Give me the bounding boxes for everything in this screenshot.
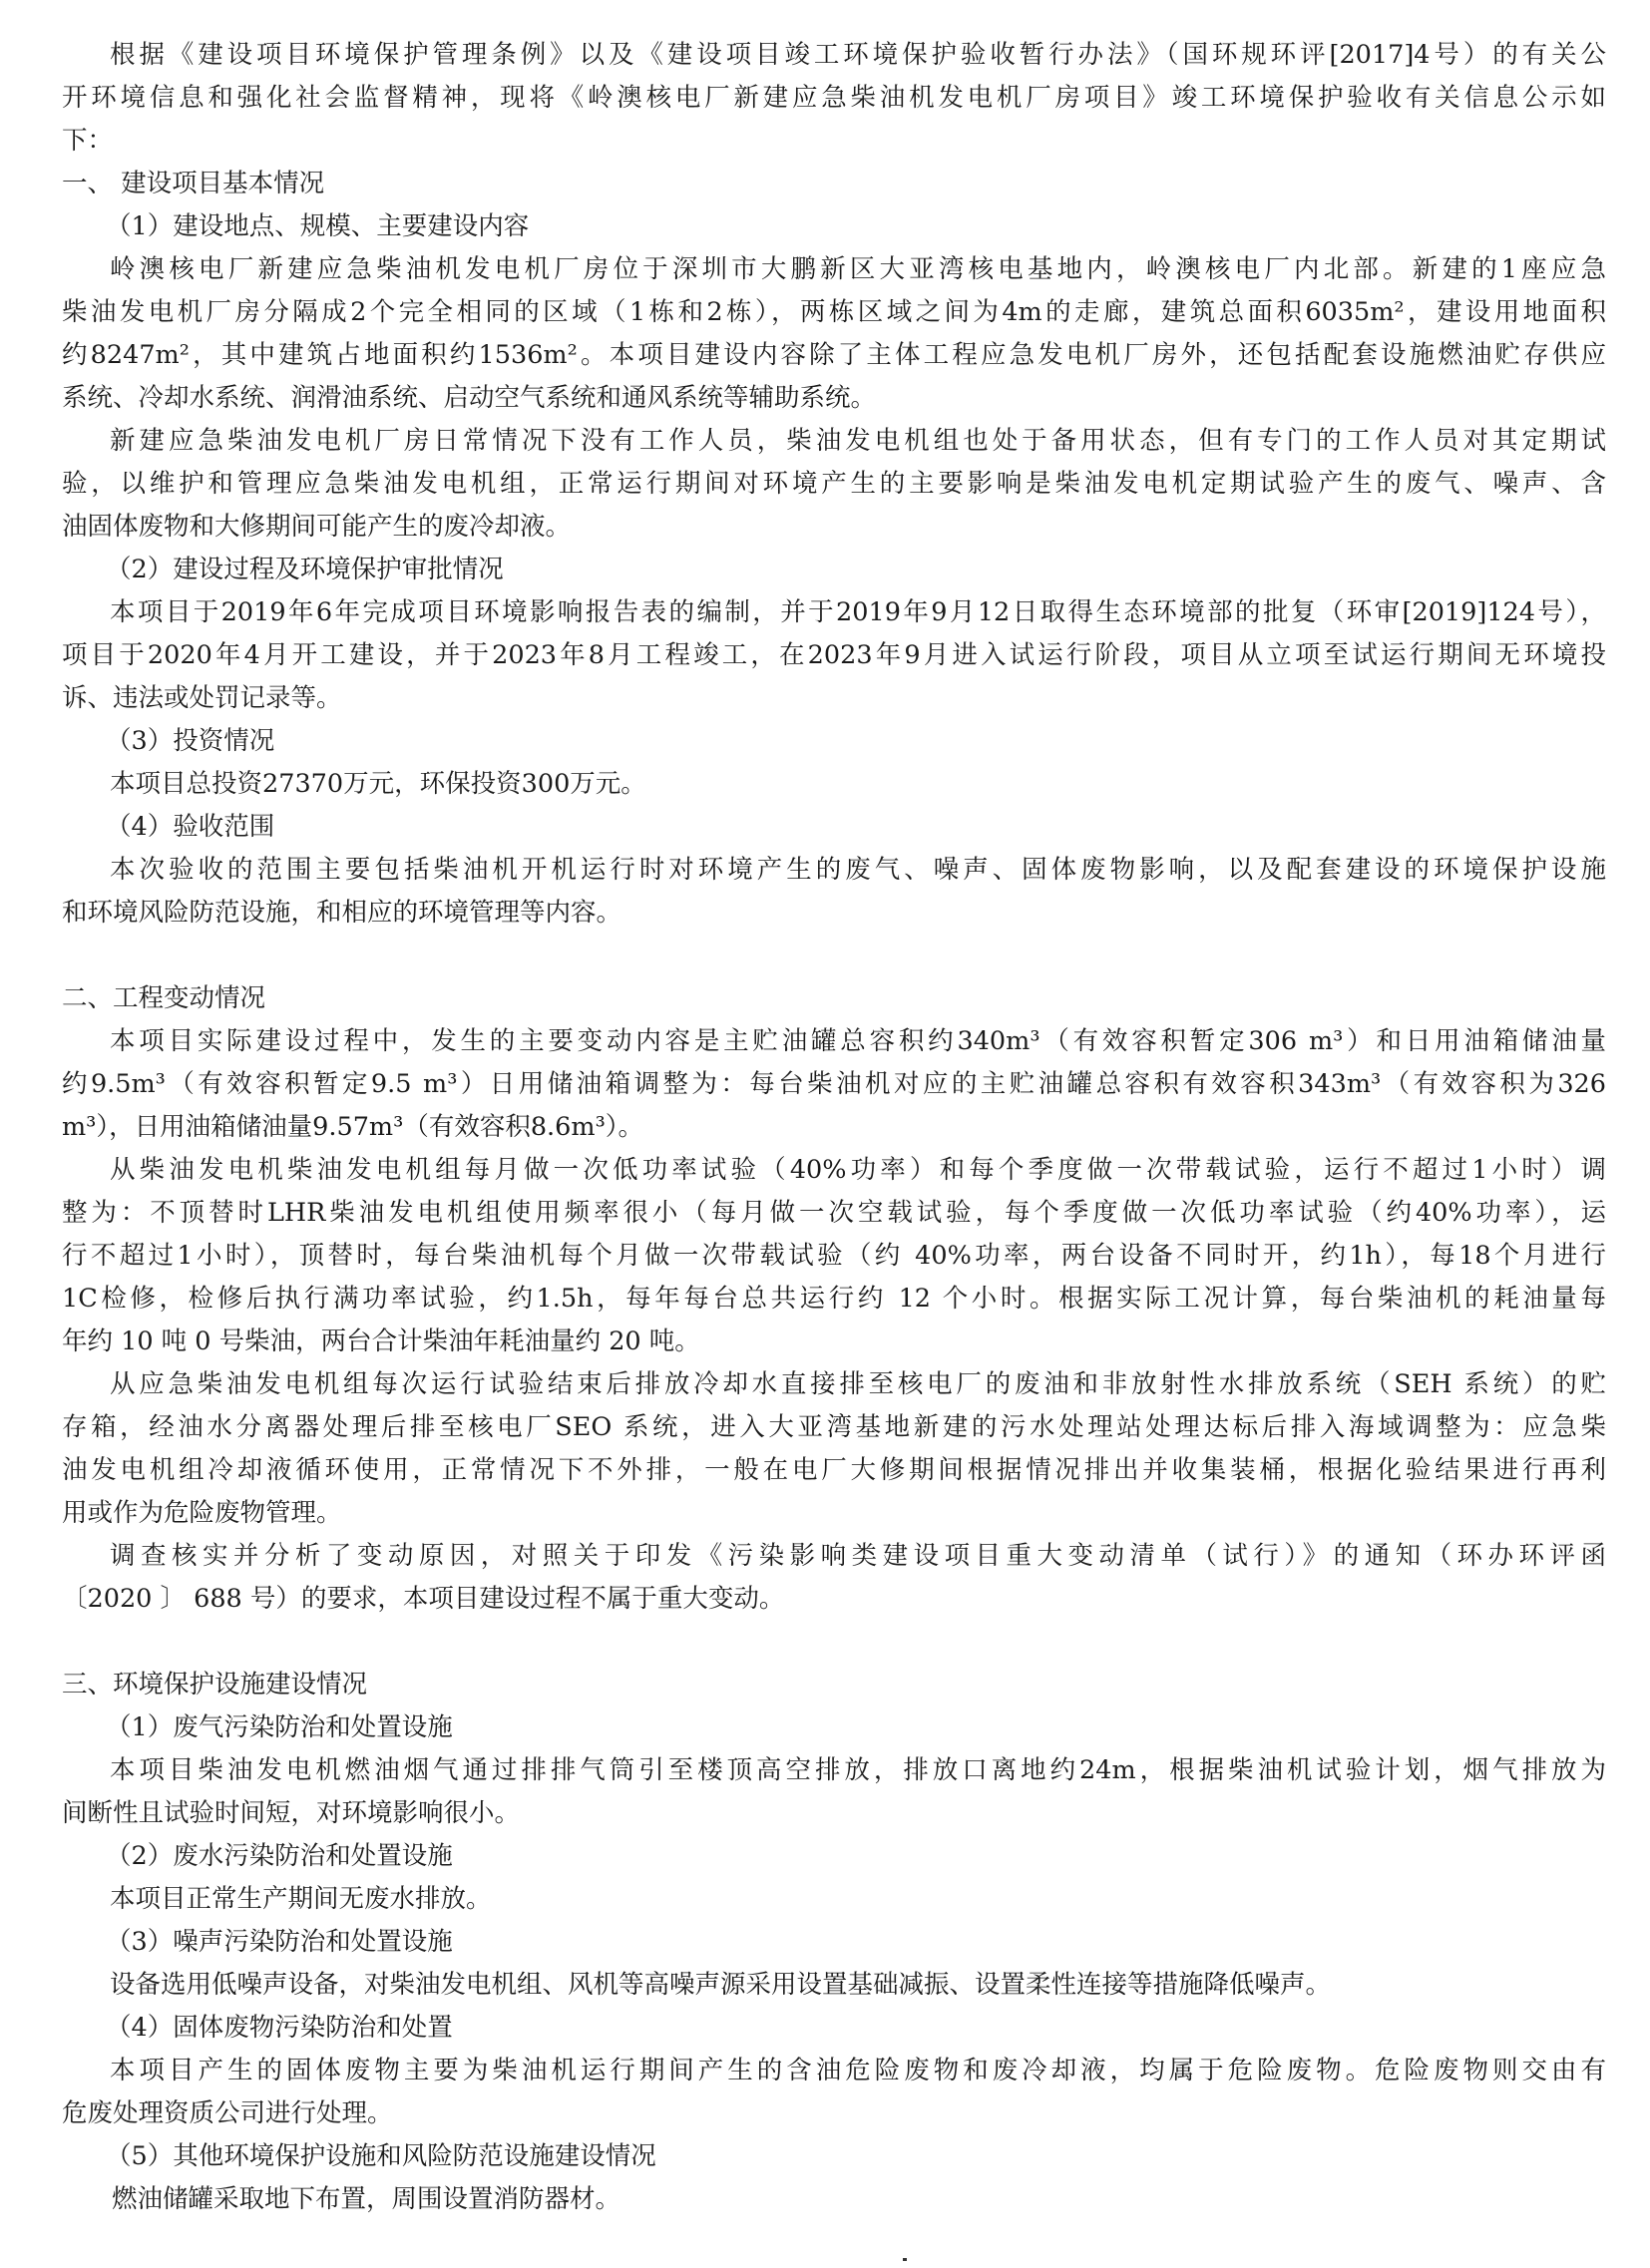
section-2-p2-line-4: 1C检修，检修后执行满功率试验，约1.5h，每年每台总共运行约 12 个小时。根据实际工况计算，每台柴油机的耗油量每 [62, 1284, 1606, 1314]
section-2-p3-line-2: 存箱，经油水分离器处理后排至核电厂SEO 系统，进入大亚湾基地新建的污水处理站处理达标后排入海域调整为：应急柴 [62, 1412, 1606, 1442]
section-2-p3-line-4: 用或作为危险废物管理。 [62, 1498, 342, 1528]
section-3-sub-4-p1-line-1: 本项目产生的固体废物主要为柴油机运行期间产生的含油危险废物和废冷却液，均属于危险废物。危险废物则交由有 [110, 2056, 1606, 2085]
section-1-sub-4-p1-line-1: 本次验收的范围主要包括柴油机开机运行时对环境产生的废气、噪声、固体废物影响，以及配套建设的环境保护设施 [110, 855, 1606, 885]
section-1-sub-1-p1-line-4: 系统、冷却水系统、润滑油系统、启动空气系统和通风系统等辅助系统。 [62, 383, 877, 413]
section-gap [110, 1621, 1606, 1664]
section-2-p4-line-1: 调查核实并分析了变动原因，对照关于印发《污染影响类建设项目重大变动清单（试行）》的通知（环办环评函 [110, 1541, 1606, 1571]
section-1-sub-1-p2-line-3: 油固体废物和大修期间可能产生的废冷却液。 [62, 512, 572, 542]
intro-line-2: 开环境信息和强化社会监督精神，现将《岭澳核电厂新建应急柴油机发电机厂房项目》竣工环境保护验收有关信息公示如 [62, 83, 1606, 113]
section-2-p3-line-3: 油发电机组冷却液循环使用，正常情况下不外排，一般在电厂大修期间根据情况排出并收集装桶，根据化验结果进行再利 [62, 1455, 1606, 1485]
section-3-sub-2-heading: （2）废水污染防治和处置设施 [106, 1841, 453, 1871]
section-2-p4-line-2: 〔2020 〕 688 号）的要求，本项目建设过程不属于重大变动。 [62, 1584, 785, 1614]
section-2-p1-line-1: 本项目实际建设过程中，发生的主要变动内容是主贮油罐总容积约340m³（有效容积暂定306 m³）和日用油箱储油量 [110, 1026, 1606, 1056]
section-1-sub-2-p1-line-3: 诉、违法或处罚记录等。 [62, 683, 342, 713]
section-3-sub-3-heading: （3）噪声污染防治和处置设施 [106, 1927, 453, 1957]
section-2-p2-line-2: 整为：不顶替时LHR柴油发电机组使用频率很小（每月做一次空载试验，每个季度做一次低功率试验（约40%功率），运 [62, 1198, 1606, 1228]
section-1-sub-1-p1-line-1: 岭澳核电厂新建应急柴油机发电机厂房位于深圳市大鹏新区大亚湾核电基地内，岭澳核电厂内北部。新建的1座应急 [110, 254, 1606, 284]
section-gap [110, 935, 1606, 977]
page-mark [903, 2258, 907, 2261]
section-1-sub-1-p2-line-2: 验，以维护和管理应急柴油发电机组，正常运行期间对环境产生的主要影响是柴油发电机定期试验产生的废气、噪声、含 [62, 469, 1606, 499]
section-2-p2-line-5: 年约 10 吨 0 号柴油，两台合计柴油年耗油量约 20 吨。 [62, 1326, 700, 1356]
section-3-sub-4-heading: （4）固体废物污染防治和处置 [106, 2013, 453, 2043]
section-3-sub-1-p1-line-2: 间断性且试验时间短，对环境影响很小。 [62, 1798, 521, 1828]
section-3-sub-2-p1-line-1: 本项目正常生产期间无废水排放。 [110, 1884, 492, 1914]
section-2-heading: 二、工程变动情况 [62, 983, 266, 1013]
section-1-sub-1-heading: （1）建设地点、规模、主要建设内容 [106, 211, 530, 241]
section-1-sub-2-heading: （2）建设过程及环境保护审批情况 [106, 555, 504, 584]
intro-line-3: 下： [62, 126, 114, 156]
section-1-sub-2-p1-line-2: 项目于2020年4月开工建设，并于2023年8月工程竣工，在2023年9月进入试运行阶段，项目从立项至试运行期间无环境投 [62, 640, 1606, 670]
section-1-sub-2-p1-line-1: 本项目于2019年6年完成项目环境影响报告表的编制，并于2019年9月12日取得生态环境部的批复（环审[2019]124号）， [110, 597, 1606, 627]
section-2-p1-line-2: 约9.5m³（有效容积暂定9.5 m³）日用储油箱调整为：每台柴油机对应的主贮油罐总容积有效容积343m³（有效容积为326 [62, 1069, 1606, 1099]
section-3-heading: 三、环境保护设施建设情况 [62, 1670, 368, 1700]
section-3-sub-3-p1-line-1: 设备选用低噪声设备，对柴油发电机组、风机等高噪声源采用设置基础减振、设置柔性连接等措施降低噪声。 [110, 1970, 1332, 2000]
section-1-sub-4-p1-line-2: 和环境风险防范设施，和相应的环境管理等内容。 [62, 898, 622, 928]
section-2-p1-line-3: m³），日用油箱储油量9.57m³（有效容积8.6m³）。 [62, 1112, 644, 1142]
section-1-sub-1-p2-line-1: 新建应急柴油发电机厂房日常情况下没有工作人员，柴油发电机组也处于备用状态，但有专门的工作人员对其定期试 [110, 426, 1606, 456]
section-1-sub-1-p1-line-3: 约8247m²，其中建筑占地面积约1536m²。本项目建设内容除了主体工程应急发电机厂房外，还包括配套设施燃油贮存供应 [62, 340, 1606, 370]
section-1-sub-4-heading: （4）验收范围 [106, 812, 275, 842]
section-1-sub-3-heading: （3）投资情况 [106, 726, 275, 756]
section-1-sub-1-p1-line-2: 柴油发电机厂房分隔成2个完全相同的区域（1栋和2栋），两栋区域之间为4m的走廊，建筑总面积6035m²，建设用地面积 [62, 297, 1606, 327]
section-3-sub-5-heading: （5）其他环境保护设施和风险防范设施建设情况 [106, 2141, 656, 2171]
section-3-sub-5-p1-line-1: 燃油储罐采取地下布置，周围设置消防器材。 [112, 2184, 621, 2214]
section-2-p2-line-3: 行不超过1小时），顶替时，每台柴油机每个月做一次带载试验（约 40%功率，两台设备不同时开，约1h），每18个月进行 [62, 1241, 1606, 1271]
section-1-heading: 一、 建设项目基本情况 [62, 169, 325, 198]
section-3-sub-1-p1-line-1: 本项目柴油发电机燃油烟气通过排排气筒引至楼顶高空排放，排放口离地约24m，根据柴油机试验计划，烟气排放为 [110, 1755, 1606, 1785]
section-2-p3-line-1: 从应急柴油发电机组每次运行试验结束后排放冷却水直接排至核电厂的废油和非放射性水排放系统（SEH 系统）的贮 [110, 1369, 1606, 1399]
section-1-sub-3-p1-line-1: 本项目总投资27370万元，环保投资300万元。 [110, 769, 646, 799]
section-3-sub-1-heading: （1）废气污染防治和处置设施 [106, 1712, 453, 1742]
section-3-sub-4-p1-line-2: 危废处理资质公司进行处理。 [62, 2098, 393, 2128]
intro-line-1: 根据《建设项目环境保护管理条例》以及《建设项目竣工环境保护验收暂行办法》（国环规环评[2017]4号）的有关公 [110, 40, 1606, 70]
document-page [62, 34, 1606, 2221]
section-2-p2-line-1: 从柴油发电机柴油发电机组每月做一次低功率试验（40%功率）和每个季度做一次带载试验，运行不超过1小时）调 [110, 1155, 1606, 1185]
